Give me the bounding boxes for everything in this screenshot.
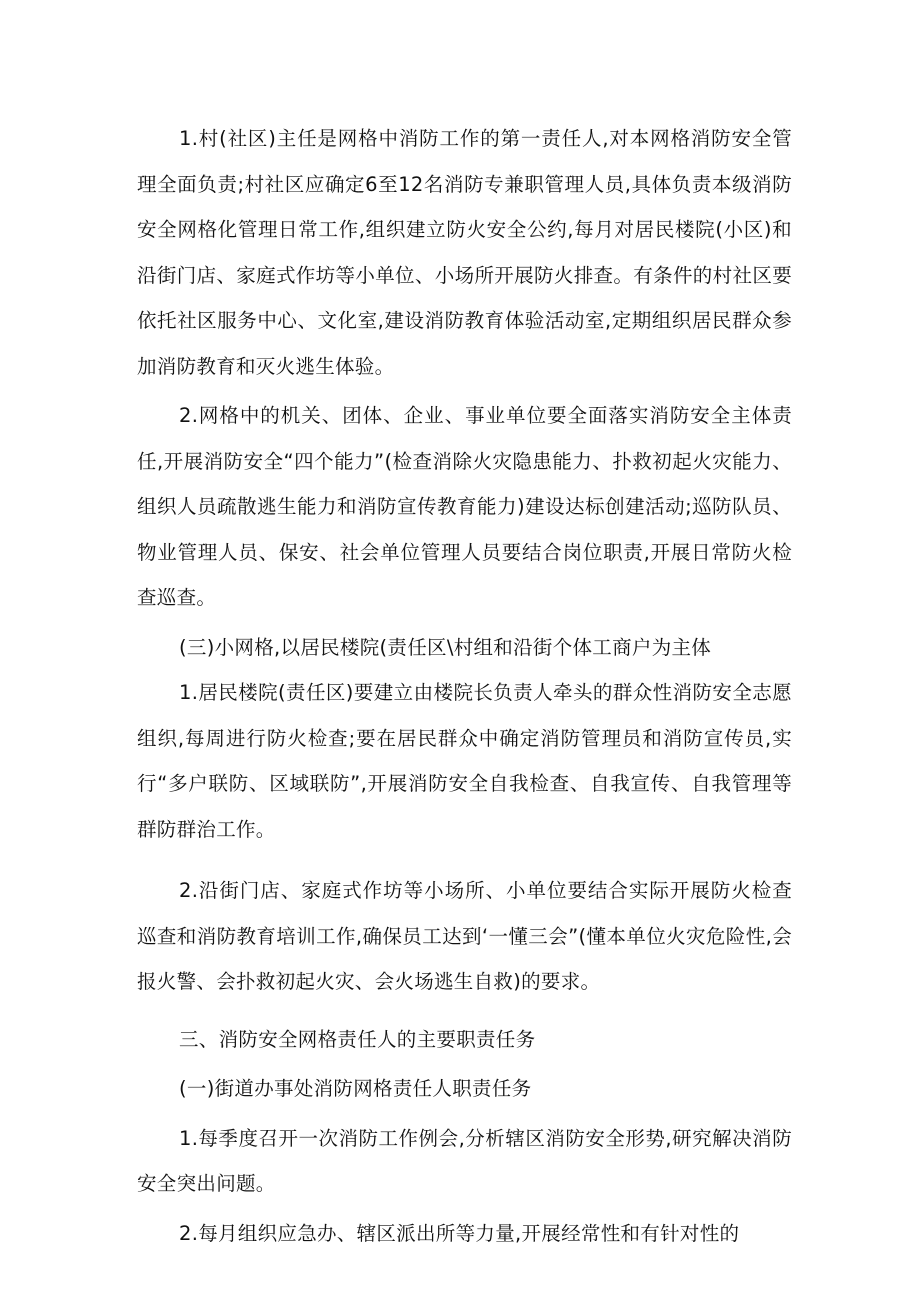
paragraph-street-shops: 2.沿街门店、家庭式作坊等小场所、小单位要结合实际开展防火检查巡查和消防教育培训工作,确保员工达到‘一懂三会”(懂本单位火灾危险性,会报火警、会扑救初起火灾、会火场逃生自救)的要求。	[137, 879, 792, 993]
paragraph-small-grid-heading: (三)小网格,以居民楼院(责任区\村组和沿街个体工商户为主体	[179, 635, 712, 659]
section-heading-main-duties: 三、消防安全网格责任人的主要职责任务	[179, 1027, 536, 1051]
paragraph-units-responsibility: 2.网格中的机关、团体、企业、事业单位要全面落实消防安全主体责任,开展消防安全“四个能力”(检查消除火灾隐患能力、扑救初起火灾能力、组织人员疏散逃生能力和消防宣传教育能力)建设达标创建活动;巡防队员、物业管理人员、保安、社会单位管理人员要结合岗位职责,开展日常防火检查巡查。	[137, 404, 792, 609]
paragraph-village-director: 1.村(社区)主任是网格中消防工作的第一责任人,对本网格消防安全管理全面负责;村社区应确定6至12名消防专兼职管理人员,具体负责本级消防安全网格化管理日常工作,组织建立防火安全公约,每月对居民楼院(小区)和沿街门店、家庭式作坊等小单位、小场所开展防火排查。有条件的村社区要依托社区服务中心、文化室,建设消防教育体验活动室,定期组织居民群众参加消防教育和灭火逃生体验。	[137, 127, 792, 378]
document-body	[137, 116, 792, 1256]
paragraph-quarterly-meeting: 1.每季度召开一次消防工作例会,分析辖区消防安全形势,研究解决消防安全突出问题。	[137, 1126, 792, 1195]
paragraph-monthly-organize: 2.每月组织应急办、辖区派出所等力量,开展经常性和有针对性的	[179, 1221, 740, 1245]
paragraph-residential-compound: 1.居民楼院(责任区)要建立由楼院长负责人牵头的群众性消防安全志愿组织,每周进行防火检查;要在居民群众中确定消防管理员和消防宣传员,实行“多户联防、区域联防”,开展消防安全自我检查、自我宣传、自我管理等群防群治工作。	[137, 681, 792, 841]
subsection-heading-street-office: (一)街道办事处消防网格责任人职责任务	[179, 1077, 532, 1100]
